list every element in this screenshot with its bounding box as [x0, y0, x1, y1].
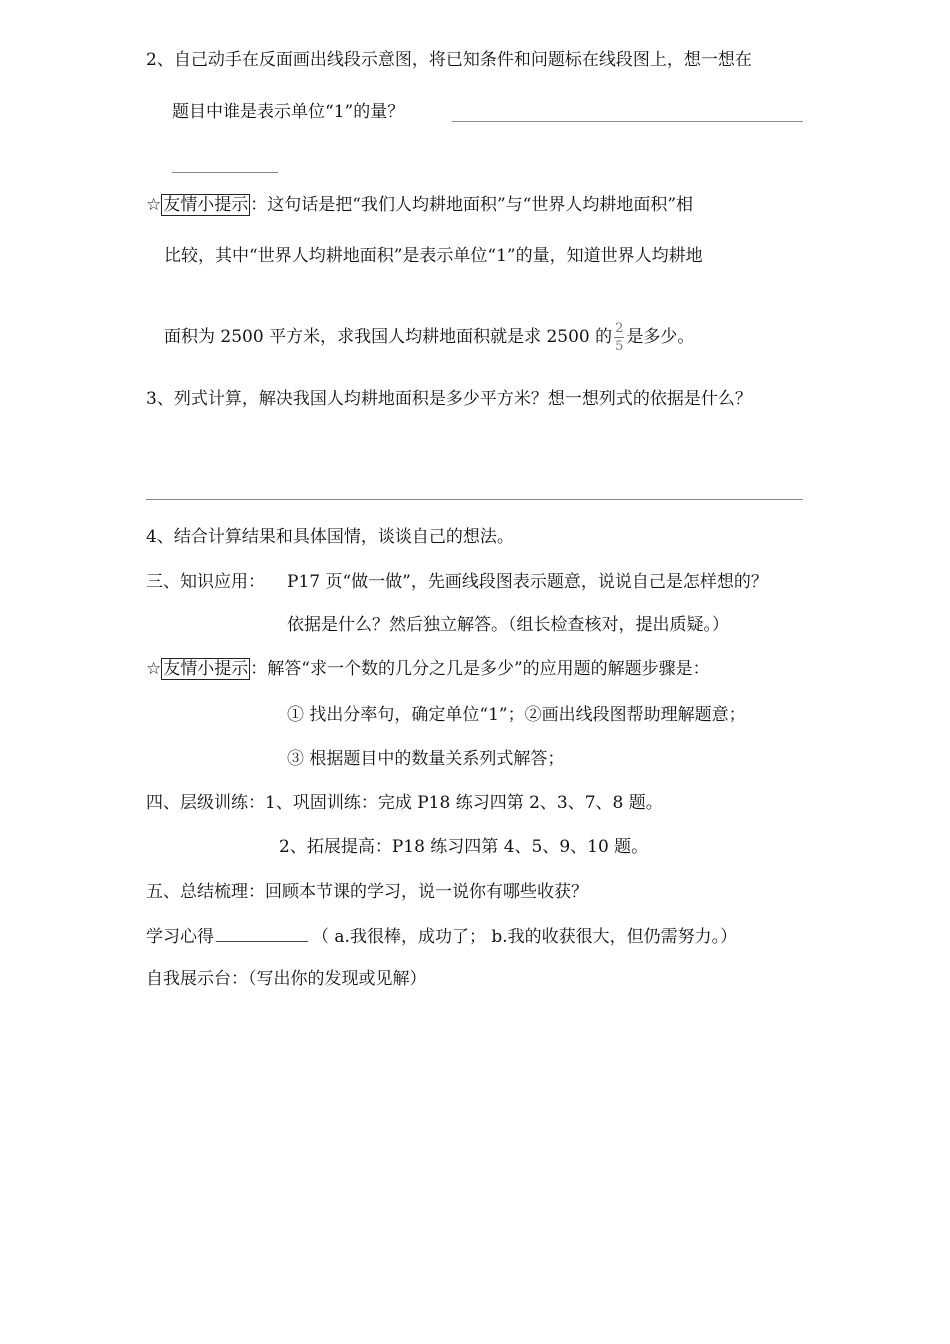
answer-line-q3 [146, 499, 803, 500]
section-3-line-1: P17 页“做一做”，先画线段图表示题意，说说自己是怎样想的？ [287, 572, 768, 592]
star-icon: ☆ [146, 659, 162, 679]
section-4-line-1: 四、层级训练：1、巩固训练：完成 P18 练习四第 2、3、7、8 题。 [146, 793, 663, 813]
hint-2-step-1: ① 找出分率句，确定单位“1”；②画出线段图帮助理解题意； [287, 705, 746, 725]
hint-1-line-3 [164, 322, 694, 353]
fraction-denominator: 5 [615, 339, 624, 354]
hint-2-text: ：解答“求一个数的几分之几是多少”的应用题的解题步骤是： [250, 659, 710, 679]
question-3: 3、列式计算，解决我国人均耕地面积是多少平方米？想一想列式的依据是什么？ [146, 389, 752, 409]
reflection-line [146, 927, 737, 946]
fraction-numerator: 2 [615, 321, 624, 336]
section-5: 五、总结梳理：回顾本节课的学习，说一说你有哪些收获？ [146, 882, 588, 902]
reflection-options: （ a.我很棒，成功了； b.我的收获很大，但仍需努力。） [312, 927, 738, 947]
section-4-line-2: 2、拓展提高：P18 练习四第 4、5、9、10 题。 [279, 837, 649, 857]
question-4: 4、结合计算结果和具体国情，谈谈自己的想法。 [146, 527, 514, 547]
showcase-line: 自我展示台：（写出你的发现或见解） [146, 969, 427, 989]
question-2-line-2: 题目中谁是表示单位“1”的量？ [172, 102, 405, 122]
hint-1-line-3-after: 是多少。 [626, 327, 695, 347]
fraction-two-fifths [614, 322, 624, 353]
section-3-title: 三、知识应用： [146, 572, 265, 592]
reflection-label: 学习心得 [146, 927, 214, 947]
section-3-line-2: 依据是什么？然后独立解答。（组长检查核对，提出质疑。） [287, 615, 729, 635]
question-2-line-1: 2、自己动手在反面画出线段示意图，将已知条件和问题标在线段图上，想一想在 [146, 50, 752, 70]
hint-2-step-2: ③ 根据题目中的数量关系列式解答； [287, 749, 565, 769]
hint-label-box: 友情小提示 [163, 659, 249, 679]
answer-blank-line [452, 121, 803, 122]
answer-blank-line-continued [172, 172, 278, 173]
hint-1-text: ：这句话是把“我们人均耕地面积”与“世界人均耕地面积”相 [250, 195, 694, 215]
hint-1-line-3-before: 面积为 2500 平方米，求我国人均耕地面积就是求 2500 的 [164, 327, 613, 347]
star-icon: ☆ [146, 195, 162, 215]
reflection-blank[interactable] [216, 927, 308, 942]
hint-1-line-2: 比较，其中“世界人均耕地面积”是表示单位“1”的量，知道世界人均耕地 [164, 246, 703, 266]
hint-1-line-1 [146, 197, 693, 214]
hint-2-line-1 [146, 661, 710, 678]
hint-label-box: 友情小提示 [163, 195, 249, 215]
